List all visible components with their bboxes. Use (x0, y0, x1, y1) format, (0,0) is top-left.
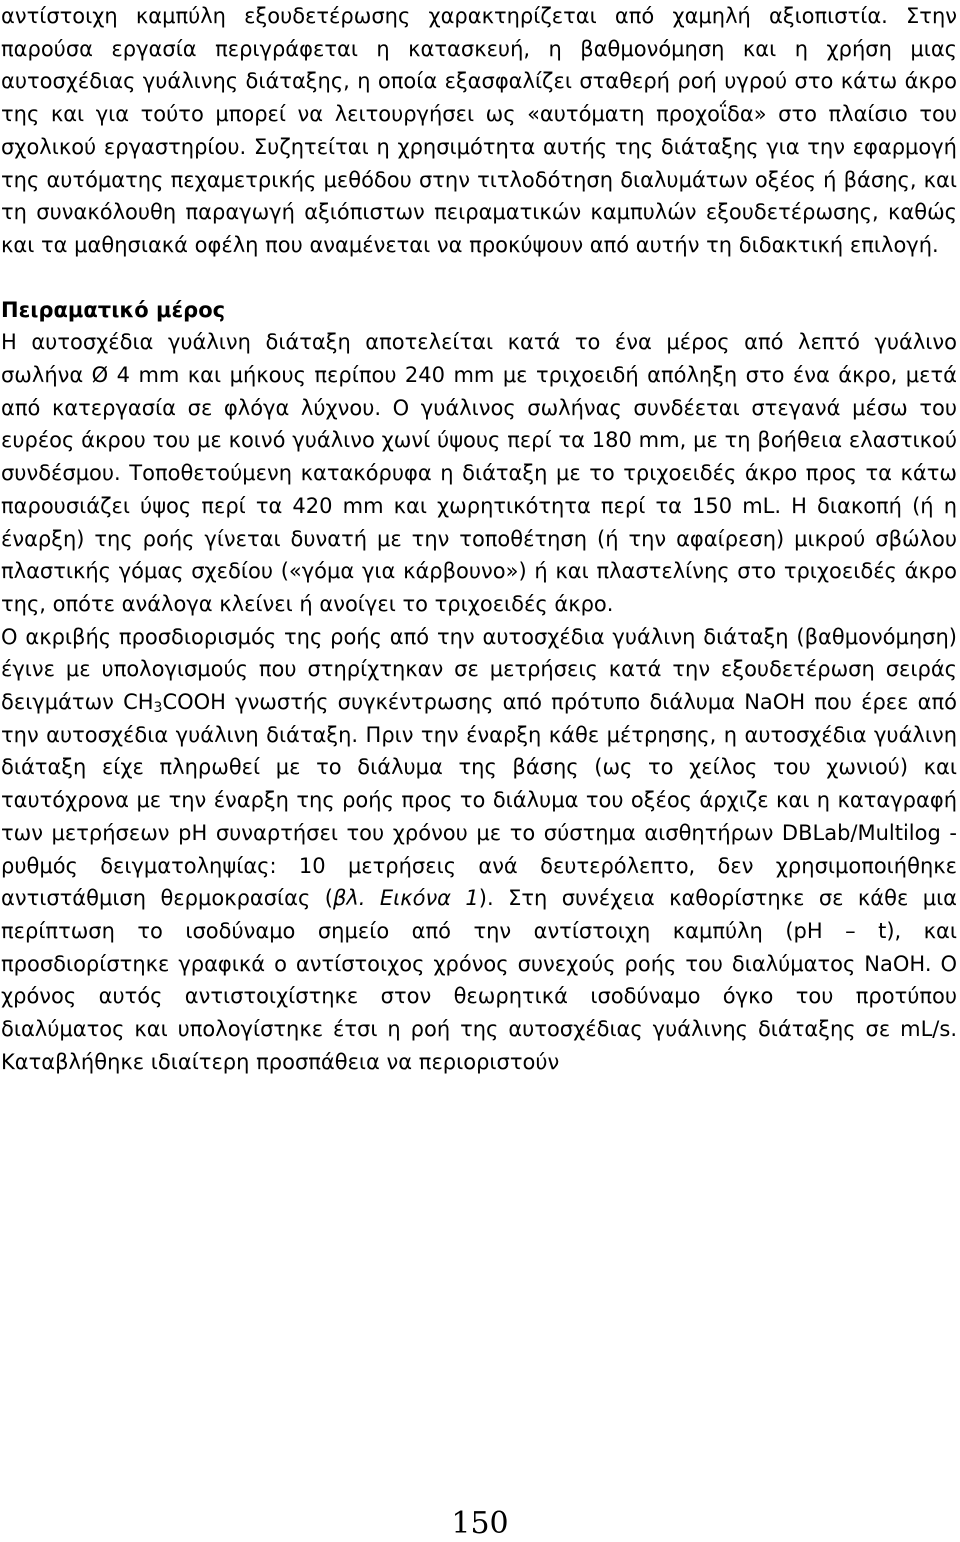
body-text (1, 0, 957, 1079)
calibration-text-end: ). Στη συνέχεια καθορίστηκε σε κάθε μια περίπτωση το ισοδύναμο σημείο από την αντίστοιχη καμπύλη (pH – t), και προσδιορίστηκε γραφικά ο αντίστοιχος χρόνος συνεχούς ροής του διαλύματος NaOH. Ο χρόνος αυτός αντιστοιχίστηκε στον θεωρητικά ισοδύναμο όγκο του προτύπου διαλύματος και υπολογίστηκε έτσι η ροή της αυτοσχέδιας γυάλινης διάταξης σε mL/s. Καταβλήθηκε ιδιαίτερη προσπάθεια να περιοριστούν (1, 886, 958, 1074)
formula-subscript: 3 (153, 700, 163, 717)
paragraph-intro-text: αντίστοιχη καμπύλη εξουδετέρωσης χαρακτηρίζεται από χαμηλή αξιοπιστία. Στην παρούσα εργασία περιγράφεται η κατασκευή, η βαθμονόμηση και η χρήση μιας αυτοσχέδιας γυάλινης διάταξης, η οποία εξασφαλίζει σταθερή ροή υγρού στο κάτω άκρο της και για τούτο μπορεί να λειτουργήσει ως «αυτόματη προχοΐδα» στο πλαίσιο του σχολικού εργαστηρίου. Συζητείται η χρησιμότητα αυτής της διάταξης για την εφαρμογή της αυτόματης πεχαμετρικής μεθόδου στην τιτλοδότηση διαλυμάτων οξέος ή βάσης, και τη συνακόλουθη παραγωγή αξιόπιστων πειραματικών καμπυλών εξουδετέρωσης, καθώς και τα μαθησιακά οφέλη που αναμένεται να προκύψουν από αυτήν τη διδακτική επιλογή. (1, 4, 957, 257)
page-number: 150 (451, 1506, 509, 1541)
paragraph-apparatus (1, 326, 957, 620)
section-spacer (1, 262, 957, 294)
paragraph-intro (1, 0, 957, 262)
figure-reference: βλ. Εικόνα 1 (332, 886, 479, 911)
paragraph-apparatus-text: Η αυτοσχέδια γυάλινη διάταξη αποτελείται κατά το ένα μέρος από λεπτό γυάλινο σωλήνα Ø 4 mm και μήκους περίπου 240 mm με τριχοειδή απόληξη στο ένα άκρο, μετά από κατεργασία σε φλόγα λύχνου. Ο γυάλινος σωλήνας συνδέεται στεγανά μέσω του ευρέος άκρου του με κοινό γυάλινο χωνί ύψους περί τα 180 mm, με τη βοήθεια ελαστικού συνδέσμου. Τοποθετούμενη κατακόρυφα η διάταξη με το τριχοειδές άκρο προς τα κάτω παρουσιάζει ύψος περί τα 420 mm και χωρητικότητα περί τα 150 mL. Η διακοπή (ή η έναρξη) της ροής γίνεται δυνατή με την τοποθέτηση (ή την αφαίρεση) μικρού σβώλου πλαστικής γόμας σχεδίου («γόμα για κάρβουνο») ή και πλαστελίνης στο τριχοειδές άκρο της, οπότε ανάλογα κλείνει ή ανοίγει το τριχοειδές άκρο. (1, 330, 957, 616)
section-heading: Πειραματικό μέρος (1, 297, 226, 322)
calibration-text-start: Ο ακριβής προσδιορισμός της ροής από την αυτοσχέδια γυάλινη διάταξη (βαθμονόμηση) έγινε με υπολογισμούς που στηρίχτηκαν σε μετρήσεις κατά την εξουδετέρωση σειράς δειγμάτων CH (1, 624, 957, 715)
paragraph-calibration (1, 621, 957, 1079)
calibration-text-middle: COOH γνωστής συγκέντρωσης από πρότυπο διάλυμα NaOH που έρεε από την αυτοσχέδια γυάλινη διάταξη. Πριν την έναρξη κάθε μέτρησης, η αυτοσχέδια γυάλινη διάταξη είχε πληρωθεί με το διάλυμα της βάσης (ως το χείλος του χωνιού) και ταυτόχρονα με την έναρξη της ροής προς το διάλυμα του οξέος άρχιζε και η καταγραφή των μετρήσεων pH συναρτήσει του χρόνου με το σύστημα αισθητήρων DBLab/Multilog - ρυθμός δειγματοληψίας: 10 μετρήσεις ανά δευτερόλεπτο, δεν χρησιμοποιήθηκε αντιστάθμιση θερμοκρασίας ( (1, 690, 957, 911)
